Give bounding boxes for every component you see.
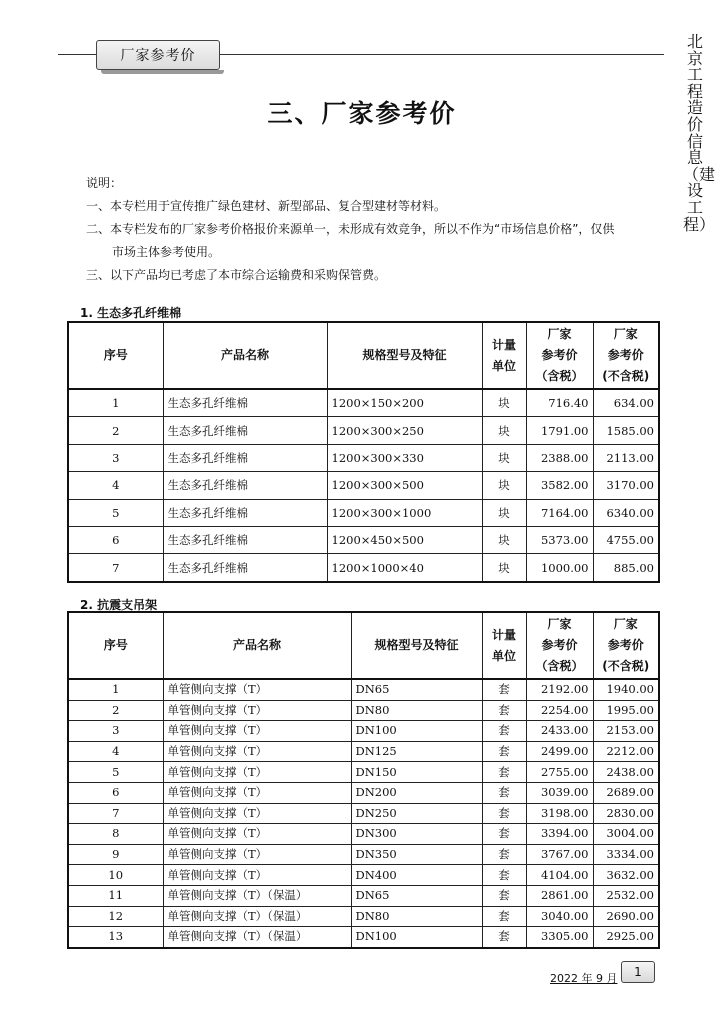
table-row [68,444,659,471]
cell-price-notax: 2113.00 [593,444,659,471]
section1-table [67,321,660,583]
cell-spec: DN125 [351,741,482,762]
page-number: 1 [621,961,655,983]
cell-spec: DN150 [351,762,482,783]
cell-price-notax: 2438.00 [593,762,659,783]
cell-name: 单管侧向支撑（T） [163,803,351,824]
cell-price-tax: 2388.00 [526,444,593,471]
cell-unit: 套 [482,927,526,948]
cell-seq: 4 [68,472,163,499]
col-name: 产品名称 [163,612,351,679]
table-row [68,762,659,783]
table-header-row [68,612,659,679]
cell-name: 单管侧向支撑（T） [163,679,351,700]
table-row [68,741,659,762]
cell-price-notax: 1995.00 [593,700,659,721]
cell-seq: 6 [68,526,163,553]
table-row [68,844,659,865]
cell-seq: 5 [68,762,163,783]
cell-spec: DN250 [351,803,482,824]
cell-unit: 套 [482,679,526,700]
cell-unit: 套 [482,741,526,762]
table-row [68,721,659,742]
cell-spec: DN200 [351,782,482,803]
table-row [68,927,659,948]
cell-name: 单管侧向支撑（T） [163,844,351,865]
cell-price-tax: 3767.00 [526,844,593,865]
cell-seq: 10 [68,865,163,886]
cell-spec: DN350 [351,844,482,865]
cell-price-notax: 2153.00 [593,721,659,742]
cell-spec: DN400 [351,865,482,886]
cell-name: 单管侧向支撑（T） [163,824,351,845]
cell-price-notax: 3170.00 [593,472,659,499]
cell-seq: 8 [68,824,163,845]
cell-price-tax: 3305.00 [526,927,593,948]
cell-price-tax: 3039.00 [526,782,593,803]
cell-name: 单管侧向支撑（T） [163,865,351,886]
col-price-tax: 厂家 参考价 （含税） [526,322,593,389]
cell-name: 生态多孔纤维棉 [163,444,327,471]
table-row [68,526,659,553]
cell-unit: 套 [482,803,526,824]
cell-name: 生态多孔纤维棉 [163,526,327,553]
cell-seq: 6 [68,782,163,803]
cell-spec: DN65 [351,679,482,700]
table-row [68,700,659,721]
cell-spec: DN100 [351,721,482,742]
section-tab: 厂家参考价 [96,40,220,70]
cell-price-tax: 3394.00 [526,824,593,845]
cell-price-notax: 885.00 [593,554,659,582]
cell-price-tax: 1000.00 [526,554,593,582]
cell-spec: 1200×150×200 [327,389,482,417]
table-row [68,906,659,927]
cell-price-notax: 3632.00 [593,865,659,886]
cell-name: 单管侧向支撑（T） [163,700,351,721]
cell-seq: 2 [68,700,163,721]
page-title: 三、厂家参考价 [267,99,457,128]
cell-seq: 5 [68,499,163,526]
cell-unit: 块 [482,526,526,553]
cell-unit: 套 [482,782,526,803]
table-row [68,803,659,824]
notes-heading: 说明： [86,176,123,190]
section2-table [67,611,660,949]
cell-seq: 4 [68,741,163,762]
cell-unit: 套 [482,700,526,721]
cell-price-notax: 1585.00 [593,417,659,444]
cell-price-notax: 6340.00 [593,499,659,526]
cell-price-notax: 3004.00 [593,824,659,845]
cell-name: 生态多孔纤维棉 [163,417,327,444]
cell-seq: 13 [68,927,163,948]
cell-price-notax: 3334.00 [593,844,659,865]
cell-name: 生态多孔纤维棉 [163,554,327,582]
cell-price-tax: 716.40 [526,389,593,417]
cell-name: 单管侧向支撑（T）（保温） [163,885,351,906]
cell-spec: DN80 [351,700,482,721]
col-spec: 规格型号及特征 [327,322,482,389]
cell-spec: 1200×300×250 [327,417,482,444]
cell-price-tax: 2499.00 [526,741,593,762]
cell-unit: 套 [482,844,526,865]
cell-price-notax: 634.00 [593,389,659,417]
cell-unit: 套 [482,824,526,845]
note-item: 一、本专栏用于宣传推广绿色建材、新型部品、复合型建材等材料。 [86,199,447,213]
table-row [68,679,659,700]
col-unit: 计量 单位 [482,322,526,389]
note-item: 三、以下产品均已考虑了本市综合运输费和采购保管费。 [86,268,387,282]
cell-seq: 9 [68,844,163,865]
cell-spec: 1200×300×330 [327,444,482,471]
cell-unit: 块 [482,472,526,499]
note-item: 市场主体参考使用。 [112,245,221,259]
table-row [68,389,659,417]
cell-seq: 12 [68,906,163,927]
table-row [68,865,659,886]
col-spec: 规格型号及特征 [351,612,482,679]
cell-unit: 块 [482,389,526,417]
footer-date: 2022 年 9 月 [550,972,618,985]
section1-title: 1. 生态多孔纤维棉 [80,306,182,320]
table-row [68,472,659,499]
cell-seq: 7 [68,803,163,824]
cell-name: 生态多孔纤维棉 [163,472,327,499]
table-row [68,499,659,526]
cell-price-notax: 2532.00 [593,885,659,906]
cell-spec: 1200×1000×40 [327,554,482,582]
cell-spec: DN300 [351,824,482,845]
cell-name: 生态多孔纤维棉 [163,499,327,526]
cell-unit: 套 [482,906,526,927]
cell-price-tax: 3582.00 [526,472,593,499]
cell-unit: 块 [482,499,526,526]
side-publication-title: 北京工程造价信息（建设工程） [683,32,716,234]
cell-name: 单管侧向支撑（T） [163,721,351,742]
col-price-notax: 厂家 参考价 (不含税) [593,322,659,389]
cell-spec: DN80 [351,906,482,927]
cell-price-tax: 5373.00 [526,526,593,553]
cell-price-notax: 2925.00 [593,927,659,948]
cell-price-tax: 1791.00 [526,417,593,444]
table-row [68,554,659,582]
cell-seq: 2 [68,417,163,444]
table-header-row [68,322,659,389]
cell-seq: 3 [68,444,163,471]
cell-unit: 套 [482,885,526,906]
cell-price-notax: 1940.00 [593,679,659,700]
cell-unit: 块 [482,444,526,471]
cell-unit: 块 [482,554,526,582]
cell-price-tax: 3198.00 [526,803,593,824]
cell-seq: 7 [68,554,163,582]
cell-price-tax: 2433.00 [526,721,593,742]
cell-seq: 3 [68,721,163,742]
cell-price-tax: 2192.00 [526,679,593,700]
col-price-tax: 厂家 参考价 （含税） [526,612,593,679]
cell-spec: 1200×300×1000 [327,499,482,526]
col-seq: 序号 [68,612,163,679]
col-seq: 序号 [68,322,163,389]
table-row [68,885,659,906]
cell-name: 单管侧向支撑（T） [163,782,351,803]
note-item: 二、本专栏发布的厂家参考价格报价来源单一，未形成有效竞争，所以不作为“市场信息价格”，仅供 [86,222,615,236]
cell-price-notax: 4755.00 [593,526,659,553]
cell-spec: 1200×450×500 [327,526,482,553]
table-row [68,824,659,845]
cell-unit: 套 [482,762,526,783]
cell-unit: 套 [482,865,526,886]
cell-price-tax: 2755.00 [526,762,593,783]
cell-name: 单管侧向支撑（T）（保温） [163,927,351,948]
cell-name: 单管侧向支撑（T）（保温） [163,906,351,927]
col-name: 产品名称 [163,322,327,389]
table-row [68,417,659,444]
cell-unit: 套 [482,721,526,742]
cell-price-notax: 2690.00 [593,906,659,927]
notes [86,172,676,287]
cell-name: 单管侧向支撑（T） [163,741,351,762]
cell-price-tax: 2861.00 [526,885,593,906]
table-row [68,782,659,803]
cell-spec: DN65 [351,885,482,906]
cell-price-notax: 2830.00 [593,803,659,824]
cell-price-notax: 2689.00 [593,782,659,803]
col-price-notax: 厂家 参考价 (不含税) [593,612,659,679]
cell-unit: 块 [482,417,526,444]
cell-seq: 1 [68,389,163,417]
cell-price-tax: 2254.00 [526,700,593,721]
cell-price-tax: 7164.00 [526,499,593,526]
cell-seq: 1 [68,679,163,700]
cell-price-notax: 2212.00 [593,741,659,762]
cell-price-tax: 4104.00 [526,865,593,886]
col-unit: 计量 单位 [482,612,526,679]
cell-name: 单管侧向支撑（T） [163,762,351,783]
cell-spec: 1200×300×500 [327,472,482,499]
cell-spec: DN100 [351,927,482,948]
cell-name: 生态多孔纤维棉 [163,389,327,417]
cell-price-tax: 3040.00 [526,906,593,927]
section2-title: 2. 抗震支吊架 [80,598,158,612]
cell-seq: 11 [68,885,163,906]
